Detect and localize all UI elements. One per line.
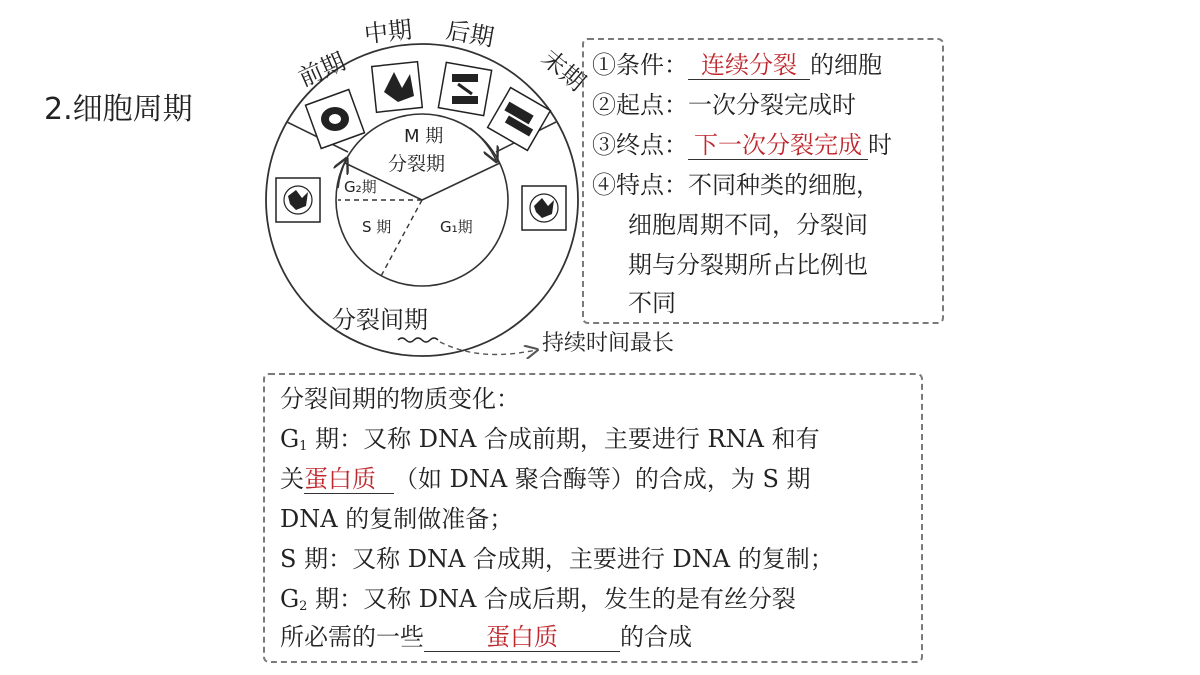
label-g2: G₂期: [344, 178, 377, 196]
feature-end-answer: 下一次分裂完成: [688, 131, 868, 160]
g2-line2-suffix: 的合成: [620, 623, 692, 651]
feature-condition: [592, 48, 882, 82]
label-prophase: 前期: [294, 47, 350, 93]
feature-condition-answer: 连续分裂: [688, 51, 810, 80]
cell-image-interphase-right-icon: [522, 186, 566, 230]
interphase-g2-line2: [280, 620, 692, 654]
feature-end-label: ③终点：: [592, 131, 688, 159]
g1-letter: G: [280, 425, 300, 453]
feature-condition-suffix: 的细胞: [810, 51, 882, 79]
label-m-phase: M 期: [404, 126, 444, 147]
feature-characteristic-line3: 期与分裂期所占比例也: [628, 251, 868, 279]
label-longest-duration: 持续时间最长: [542, 331, 675, 356]
g2-protein-answer: 蛋白质: [424, 623, 620, 652]
label-telophase: 末期: [535, 44, 591, 97]
label-g1: G₁期: [440, 218, 473, 236]
feature-condition-label: ①条件：: [592, 51, 688, 79]
interphase-wavy-underline: [398, 338, 438, 342]
feature-end-suffix: 时: [868, 131, 892, 159]
label-metaphase: 中期: [362, 15, 414, 49]
g2-description: 期：又称 DNA 合成后期，发生的是有丝分裂: [307, 585, 796, 613]
cell-image-prophase-icon: [306, 90, 365, 149]
label-interphase: 分裂间期: [332, 306, 428, 334]
feature-end: [592, 128, 892, 162]
label-division-phase: 分裂期: [388, 153, 446, 175]
cell-image-interphase-left-icon: [276, 178, 320, 222]
interphase-g1-line2: [280, 462, 811, 496]
g1-subscript: 1: [299, 439, 308, 454]
interphase-g1-line: [280, 422, 820, 464]
feature-characteristic: ④特点：不同种类的细胞，: [592, 171, 880, 199]
feature-start: ②起点：一次分裂完成时: [592, 91, 856, 119]
g1-protein-answer: 蛋白质: [304, 465, 394, 494]
g2-line2-prefix: 所必需的一些: [280, 623, 424, 651]
g1-description: 期：又称 DNA 合成前期，主要进行 RNA 和有: [307, 425, 820, 453]
g1-line2-prefix: 关: [280, 465, 304, 493]
label-s: S 期: [362, 218, 392, 236]
interphase-g2-line: [280, 582, 796, 624]
interphase-s-line: S 期：又称 DNA 合成期，主要进行 DNA 的复制；: [280, 545, 834, 573]
section-heading: 2.细胞周期: [44, 92, 193, 127]
cell-image-metaphase-icon: [372, 62, 423, 113]
label-anaphase: 后期: [443, 16, 497, 52]
cell-image-anaphase-icon: [438, 62, 491, 115]
feature-characteristic-line4: 不同: [628, 289, 676, 317]
feature-characteristic-line2: 细胞周期不同，分裂间: [628, 211, 868, 239]
g2-subscript: 2: [299, 599, 308, 614]
interphase-changes-title: 分裂间期的物质变化：: [280, 385, 520, 413]
s-g1-divider: [380, 200, 422, 278]
cell-image-telophase-icon: [488, 88, 551, 151]
arrow-m-to-g1: [470, 128, 496, 160]
g1-line2-suffix: （如 DNA 聚合酶等）的合成，为 S 期: [394, 465, 811, 493]
interphase-g1-line3: DNA 的复制做准备；: [280, 505, 514, 533]
g2-letter: G: [280, 585, 300, 613]
